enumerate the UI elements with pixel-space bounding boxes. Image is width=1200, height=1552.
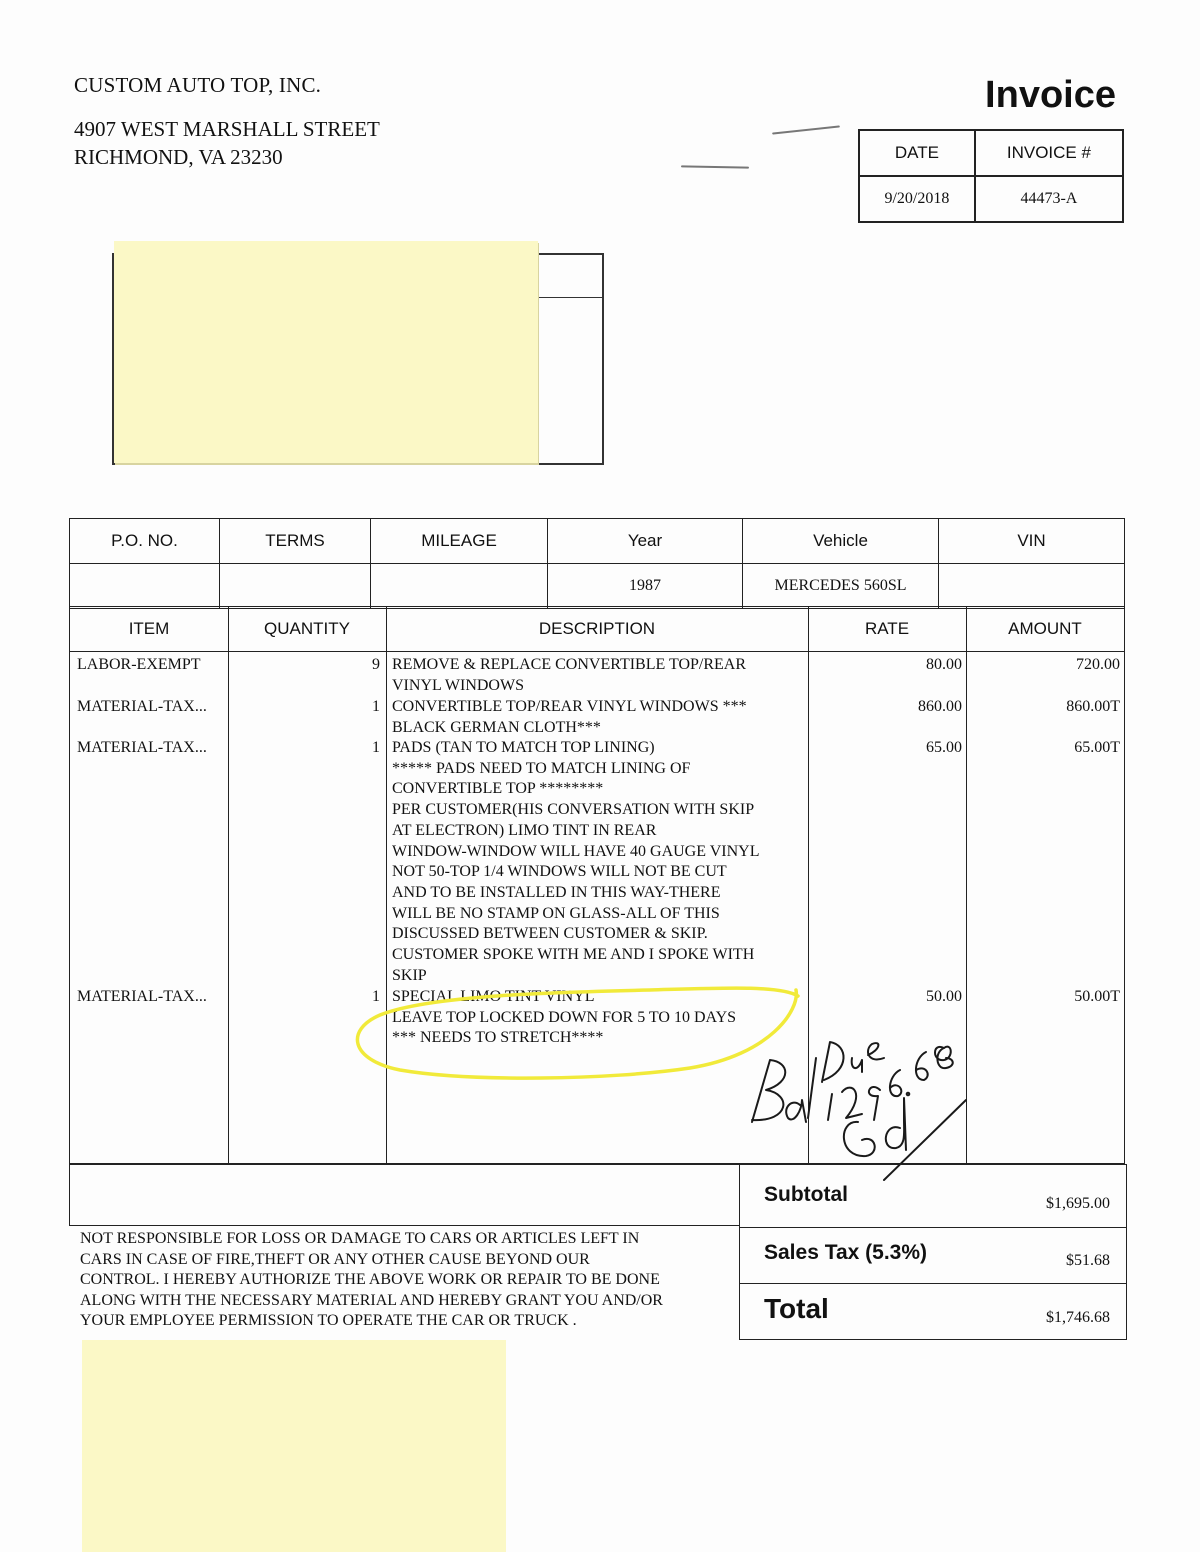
line-item-description: SPECIAL LIMO TINT VINYL LEAVE TOP LOCKED DOWN FOR 5 TO 10 DAYS *** NEEDS TO STRETCH**** [392,988,737,1047]
line-item-quantity: 9 [372,656,380,673]
year-label: Year [548,519,743,564]
line-item-amount: 720.00 [1076,656,1120,673]
vin-label: VIN [939,519,1125,564]
line-item-description: PADS (TAN TO MATCH TOP LINING) ***** PADS NEED TO MATCH LINING OF CONVERTIBLE TOP ******** PER CUSTOMER(HIS CONVERSATION WITH SKIP AT ELECTRON) LIMO TINT IN REAR WINDOW-WINDOW WILL HAVE 40 GAUGE VINYL NOT 50-TOP 1/4 WINDOWS WILL NOT BE CUT AND TO BE INSTALLED IN THIS WAY-THERE WILL BE NO STAMP ON GLASS-ALL OF THIS DISCUSSED BETWEEN CUSTOMER & SKIP. CUSTOMER SPOKE WITH ME AND I SPOKE WITH SKIP [392,739,760,984]
line-item-amount: 860.00T [1066,698,1120,715]
line-item-quantity: 1 [372,988,380,1005]
quantity-column-header: QUANTITY [264,619,350,638]
po-number-label: P.O. NO. [70,519,220,564]
company-city: RICHMOND, VA 23230 [74,145,283,169]
line-item-rate: 860.00 [918,698,962,715]
line-item-description: REMOVE & REPLACE CONVERTIBLE TOP/REAR VINYL WINDOWS [392,656,747,694]
item-column-header: ITEM [128,619,170,638]
invoice-date: 9/20/2018 [859,176,975,222]
subtotal-row [740,1165,1126,1228]
line-item-quantity: 1 [372,739,380,756]
total-row [740,1283,1126,1341]
line-item-amount: 50.00T [1074,988,1120,1005]
invoice-number: 44473-A [975,176,1123,222]
total-label: Total [764,1293,829,1324]
subtotal-value: $1,695.00 [1046,1195,1110,1212]
line-item-rate: 50.00 [926,988,962,1005]
description-column-header: DESCRIPTION [538,619,656,638]
liability-disclaimer: NOT RESPONSIBLE FOR LOSS OR DAMAGE TO CARS OR ARTICLES LEFT IN CARS IN CASE OF FIRE,THEFT OR ANY OTHER CAUSE BEYOND OUR CONTROL. I HEREBY AUTHORIZE THE ABOVE WORK OR REPAIR TO BE DONE ALONG WITH THE NECESSARY MATERIAL AND HEREBY GRANT YOU AND/OR YOUR EMPLOYEE PERMISSION TO OPERATE THE CAR OR TRUCK . [80,1230,663,1330]
subtotal-label: Subtotal [764,1183,848,1206]
line-item-name: MATERIAL-TAX... [77,739,207,756]
invoice-number-label: INVOICE # [975,130,1123,176]
line-item-rate: 65.00 [926,739,962,756]
document-title: Invoice [985,74,1116,116]
terms-label: TERMS [220,519,371,564]
sales-tax-value: $51.68 [1066,1252,1110,1269]
vehicle-value: MERCEDES 560SL [743,564,939,609]
line-item-name: MATERIAL-TAX... [77,988,207,1005]
amount-column-header: AMOUNT [1008,619,1082,638]
line-item-rate: 80.00 [926,656,962,673]
rate-column-header: RATE [864,619,910,638]
sales-tax-label: Sales Tax (5.3%) [764,1241,928,1264]
company-name: CUSTOM AUTO TOP, INC. [74,73,322,97]
total-value: $1,746.68 [1046,1309,1110,1326]
redaction-sticky-note [82,1340,506,1552]
line-item-name: MATERIAL-TAX... [77,698,207,715]
company-street: 4907 WEST MARSHALL STREET [74,117,380,141]
date-label: DATE [859,130,975,176]
year-value: 1987 [548,564,743,609]
sales-tax-row [740,1227,1126,1284]
line-item-amount: 65.00T [1074,739,1120,756]
line-item-name: LABOR-EXEMPT [77,656,201,673]
memo-box [69,1164,739,1226]
vehicle-label: Vehicle [743,519,939,564]
mileage-label: MILEAGE [371,519,548,564]
totals-box [739,1164,1127,1340]
line-item-description: CONVERTIBLE TOP/REAR VINYL WINDOWS *** BLACK GERMAN CLOTH*** [392,698,747,736]
line-item-quantity: 1 [372,698,380,715]
